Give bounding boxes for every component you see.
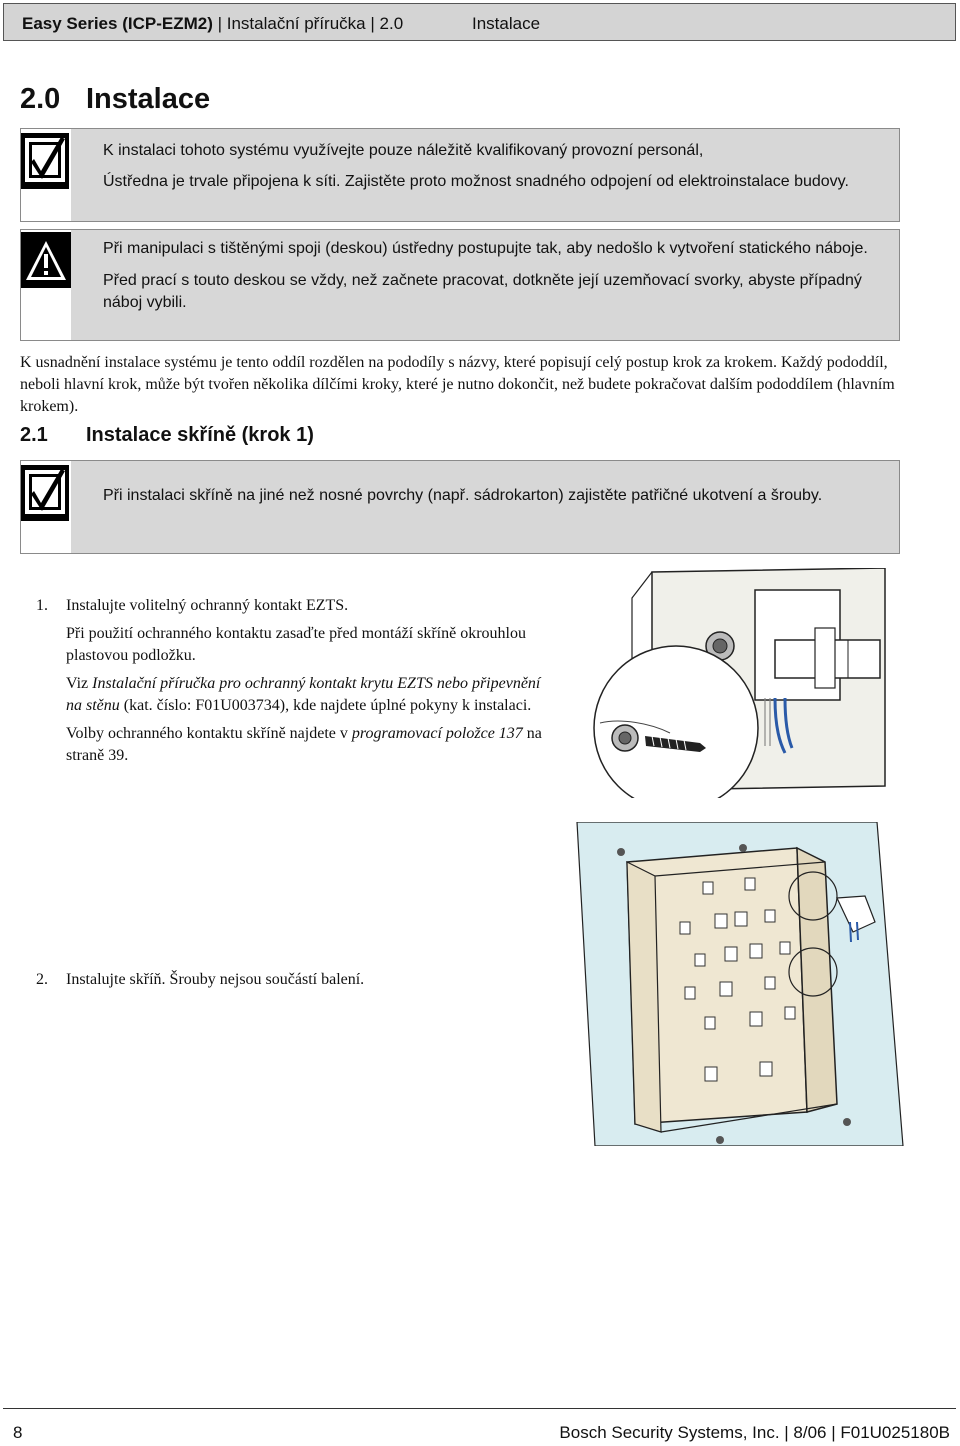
tamper-switch-illustration <box>580 568 890 798</box>
checkbox-check-icon <box>21 131 71 191</box>
subsection-heading: 2.1 Instalace skříně (krok 1) <box>20 424 314 446</box>
running-header <box>3 3 956 41</box>
section-heading: 2.0 Instalace <box>20 83 211 115</box>
warning-triangle-icon <box>21 232 71 290</box>
step-1-reference: Viz Instalační příručka pro ochranný kontakt krytu EZTS nebo připevnění na stěnu (kat. číslo: F01U003734), kde najdete úplné pokyny k instalaci. <box>66 675 541 714</box>
notice-text: Ústředna je trvale připojena k síti. Zajistěte proto možnost snadného odpojení od elektroinstalace budovy. <box>103 173 849 190</box>
warning-box-static <box>20 229 900 341</box>
notice-box-qualified-personnel <box>20 128 900 222</box>
step-1-programming-ref: Volby ochranného kontaktu skříně najdete v programovací položce 137 na straně 39. <box>66 725 542 764</box>
header-doc-title: Easy Series (ICP-EZM2) | Instalační příručka | 2.0 <box>22 14 404 33</box>
warning-text: Při manipulaci s tištěnými spoji (deskou) ústředny postupujte tak, aby nedošlo k vytvoření statického náboje. <box>103 240 868 257</box>
checkbox-check-icon <box>21 463 71 523</box>
notice-icon-cell <box>21 129 71 221</box>
running-footer <box>3 1408 956 1444</box>
step-2-text: 2. Instalujte skříň. Šrouby nejsou součástí balení. <box>36 971 365 988</box>
notice-icon-cell <box>21 461 71 553</box>
page-number: 8 <box>13 1423 23 1442</box>
step-1-text: Při použití ochranného kontaktu zasaďte před montáží skříně okrouhlou plastovou podložku. <box>66 625 526 664</box>
notice-text: Při instalaci skříně na jiné než nosné povrchy (např. sádrokarton) zajistěte patřičné ukotvení a šrouby. <box>103 487 823 504</box>
notice-text: K instalaci tohoto systému využívejte pouze náležitě kvalifikovaný provozní personál, <box>103 142 704 159</box>
header-section: Instalace <box>472 14 541 33</box>
step-1-title: 1. Instalujte volitelný ochranný kontakt EZTS. <box>36 597 349 614</box>
warning-text: Před prací s touto deskou se vždy, než začnete pracovat, dotkněte její uzemňovací svorky, abyste případný náboj vybili. <box>103 272 862 311</box>
warning-icon-cell <box>21 230 71 340</box>
intro-paragraph: K usnadnění instalace systému je tento oddíl rozdělen na pododíly s názvy, které popisují celý postup krok za krokem. Každý pododdíl, neboli hlavní krok, může být tvořen několika dílčími kroky, které je nutno dokončit, než budete pokračovat dalším pododdílem (hlavním krokem). <box>20 354 895 415</box>
cabinet-illustration <box>575 822 905 1146</box>
step-2 <box>36 969 556 991</box>
footer-company: Bosch Security Systems, Inc. | 8/06 | F01U025180B <box>559 1423 950 1442</box>
step-1 <box>36 595 556 767</box>
notice-box-anchoring <box>20 460 900 554</box>
